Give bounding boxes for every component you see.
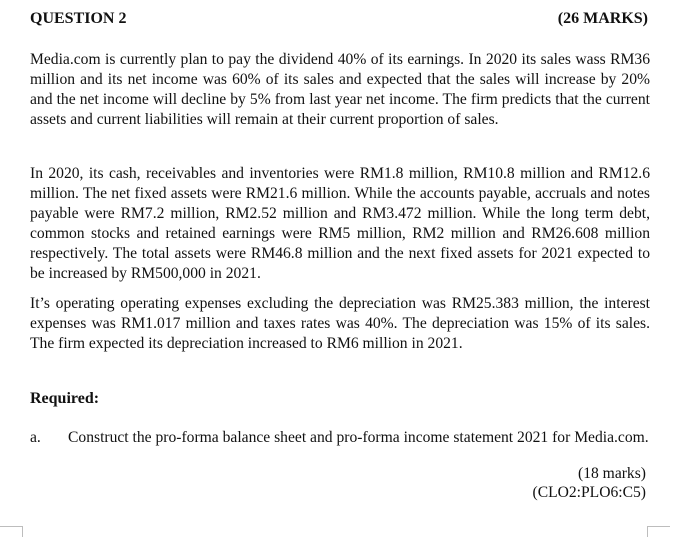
required-heading: Required: [30, 390, 100, 407]
page-corner-right [647, 526, 670, 537]
item-text: Construct the pro-forma balance sheet and pro-forma income statement 2021 for Media.com. [68, 429, 649, 446]
question-header [30, 10, 648, 30]
item-label: a. [30, 429, 41, 446]
item-clo: (CLO2:PLO6:C5) [532, 484, 646, 501]
paragraph-1: Media.com is currently plan to pay the dividend 40% of its earnings. In 2020 its sales wass RM36 million and its net income was 60% of its sales and expected that the sales will increase by 20% and the net income will decline by 5% from last year net income. The firm predicts that the current assets and current liabilities will remain at their current proportion of sales. [30, 51, 650, 128]
item-marks: (18 marks) [578, 465, 646, 482]
page-corner-left [0, 526, 23, 537]
item-marks-block [533, 464, 647, 502]
question-title: QUESTION 2 [30, 10, 127, 27]
paragraph-2: In 2020, its cash, receivables and inventories were RM1.8 million, RM10.8 million and RM12.6 million. The net fixed assets were RM21.6 million. While the accounts payable, accruals and notes payable were RM7.2 million, RM2.52 million and RM3.472 million. While the long term debt, common stocks and retained earnings were RM5 million, RM2 million and RM26.608 million respectively. The total assets were RM46.8 million and the next fixed assets for 2021 expected to be increased by RM500,000 in 2021. [30, 165, 650, 282]
paragraph-3: It’s operating operating expenses excluding the depreciation was RM25.383 million, the interest expenses was RM1.017 million and taxes rates was 40%. The depreciation was 15% of its sales. The firm expected its depreciation increased to RM6 million in 2021. [30, 295, 650, 352]
question-marks: (26 MARKS) [557, 10, 648, 27]
